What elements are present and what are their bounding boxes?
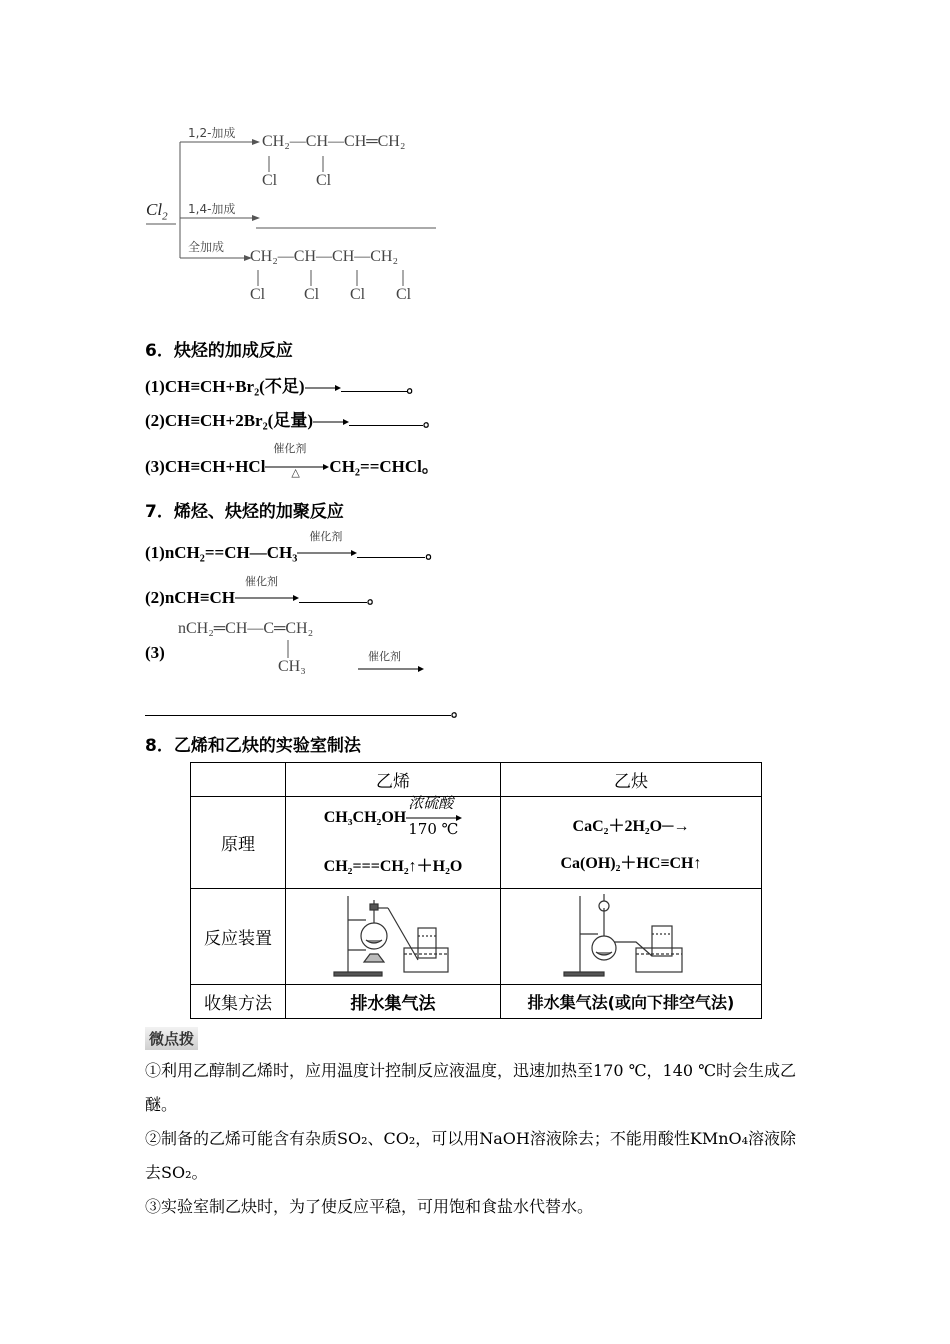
arrow-icon	[297, 548, 357, 558]
row-header-principle: 原理	[191, 797, 286, 889]
ethylene-collection: 排水集气法	[286, 985, 501, 1019]
path-label-1-4: 1,4-加成	[188, 202, 236, 216]
arrow-icon	[358, 664, 424, 674]
row-header-collection: 收集方法	[191, 985, 286, 1019]
answer-blank[interactable]	[341, 377, 407, 392]
product-full: CH₂—CH—CH—CH₂	[250, 248, 399, 265]
arrow-icon	[313, 417, 349, 427]
acetylene-eq-line1: CaC₂＋2H₂O─→	[572, 817, 690, 835]
reagent-cl2: $Cl_2$	[146, 200, 168, 223]
arrow-icon	[235, 593, 299, 603]
acetylene-principle	[501, 797, 762, 889]
catalyst-arrow: 催化剂 △	[265, 458, 329, 472]
product-full-cl-d: Cl	[396, 286, 412, 303]
section-8-heading: 8．乙烯和乙炔的实验室制法	[145, 736, 361, 756]
answer-blank[interactable]	[357, 543, 425, 558]
section-6-heading: 6．炔烃的加成反应	[145, 341, 293, 361]
isoprene-top: nCH₂═CH—C═CH₂	[178, 620, 314, 637]
catalyst-arrow: 催化剂	[235, 589, 299, 603]
acetylene-eq-line2: Ca(OH)₂＋HC≡CH↑	[560, 854, 702, 872]
ethylene-eq-line2: CH₂===CH₂↑＋H₂O	[323, 858, 463, 875]
lab-preparation-table	[190, 762, 762, 1019]
arrow-icon	[305, 383, 341, 393]
section-6-eq3: (3)CH≡CH+HCl 催化剂 △ CH₂==CHCl。	[145, 442, 439, 479]
bond-line	[283, 640, 293, 660]
answer-blank[interactable]	[349, 411, 423, 426]
acetylene-apparatus-icon	[556, 890, 706, 980]
section-6-eq1: (1)CH≡CH+Br₂(不足) 。	[145, 377, 424, 396]
section-7-heading: 7．烯烃、炔烃的加聚反应	[145, 502, 344, 522]
tip-note-1: ①利用乙醇制乙烯时，应用温度计控制反应液温度，迅速加热至170 ℃，140 ℃时会生成乙醚。	[145, 1061, 797, 1114]
product-1-2: CH₂—CH—CH═CH₂	[262, 133, 406, 150]
section-6-eq2: (2)CH≡CH+2Br₂(足量) 。	[145, 411, 440, 430]
path-label-full: 全加成	[188, 240, 225, 254]
product-1-2-cl-a: Cl	[262, 172, 278, 189]
ethylene-apparatus-cell	[286, 889, 501, 985]
answer-blank[interactable]	[145, 701, 451, 716]
answer-blank[interactable]	[299, 588, 367, 603]
section-7-eq2: (2)nCH≡CH 催化剂 。	[145, 575, 384, 607]
table-corner	[191, 763, 286, 797]
ethylene-eq-line1: CH₃CH₂OH 浓硫酸 170 ℃	[286, 809, 500, 827]
ethylene-apparatus-icon	[318, 890, 468, 980]
catalyst-arrow: 催化剂	[297, 544, 357, 558]
tip-note-2: ②制备的乙烯可能含有杂质SO₂、CO₂，可以用NaOH溶液除去；不能用酸性KMnO₄溶液除去SO₂。	[145, 1129, 797, 1182]
tip-note-3: ③实验室制乙炔时，为了使反应平稳，可用饱和食盐水代替水。	[145, 1197, 594, 1216]
isoprene-methyl: CH₃	[278, 658, 306, 675]
ethylene-principle	[286, 794, 501, 889]
section-7-eq3-label: (3)	[145, 643, 165, 662]
col-header-acetylene: 乙炔	[501, 763, 762, 797]
catalyst-arrow: 催化剂	[358, 648, 424, 672]
section-7-eq3-answer: 。	[145, 696, 468, 721]
product-full-cl-c: Cl	[350, 286, 366, 303]
cl2-addition-diagram	[140, 120, 460, 310]
col-header-ethylene: 乙烯	[286, 763, 501, 797]
acetylene-apparatus-cell	[501, 889, 762, 985]
product-full-cl-a: Cl	[250, 286, 266, 303]
tip-label-badge: 微点拨	[145, 1027, 198, 1050]
product-full-cl-b: Cl	[304, 286, 320, 303]
path-label-1-2: 1,2-加成	[188, 126, 236, 140]
acetylene-collection: 排水集气法(或向下排空气法)	[501, 985, 762, 1019]
product-1-2-cl-b: Cl	[316, 172, 332, 189]
section-7-eq1: (1)nCH₂==CH—CH₃ 催化剂 。	[145, 530, 443, 562]
row-header-apparatus: 反应装置	[191, 889, 286, 985]
